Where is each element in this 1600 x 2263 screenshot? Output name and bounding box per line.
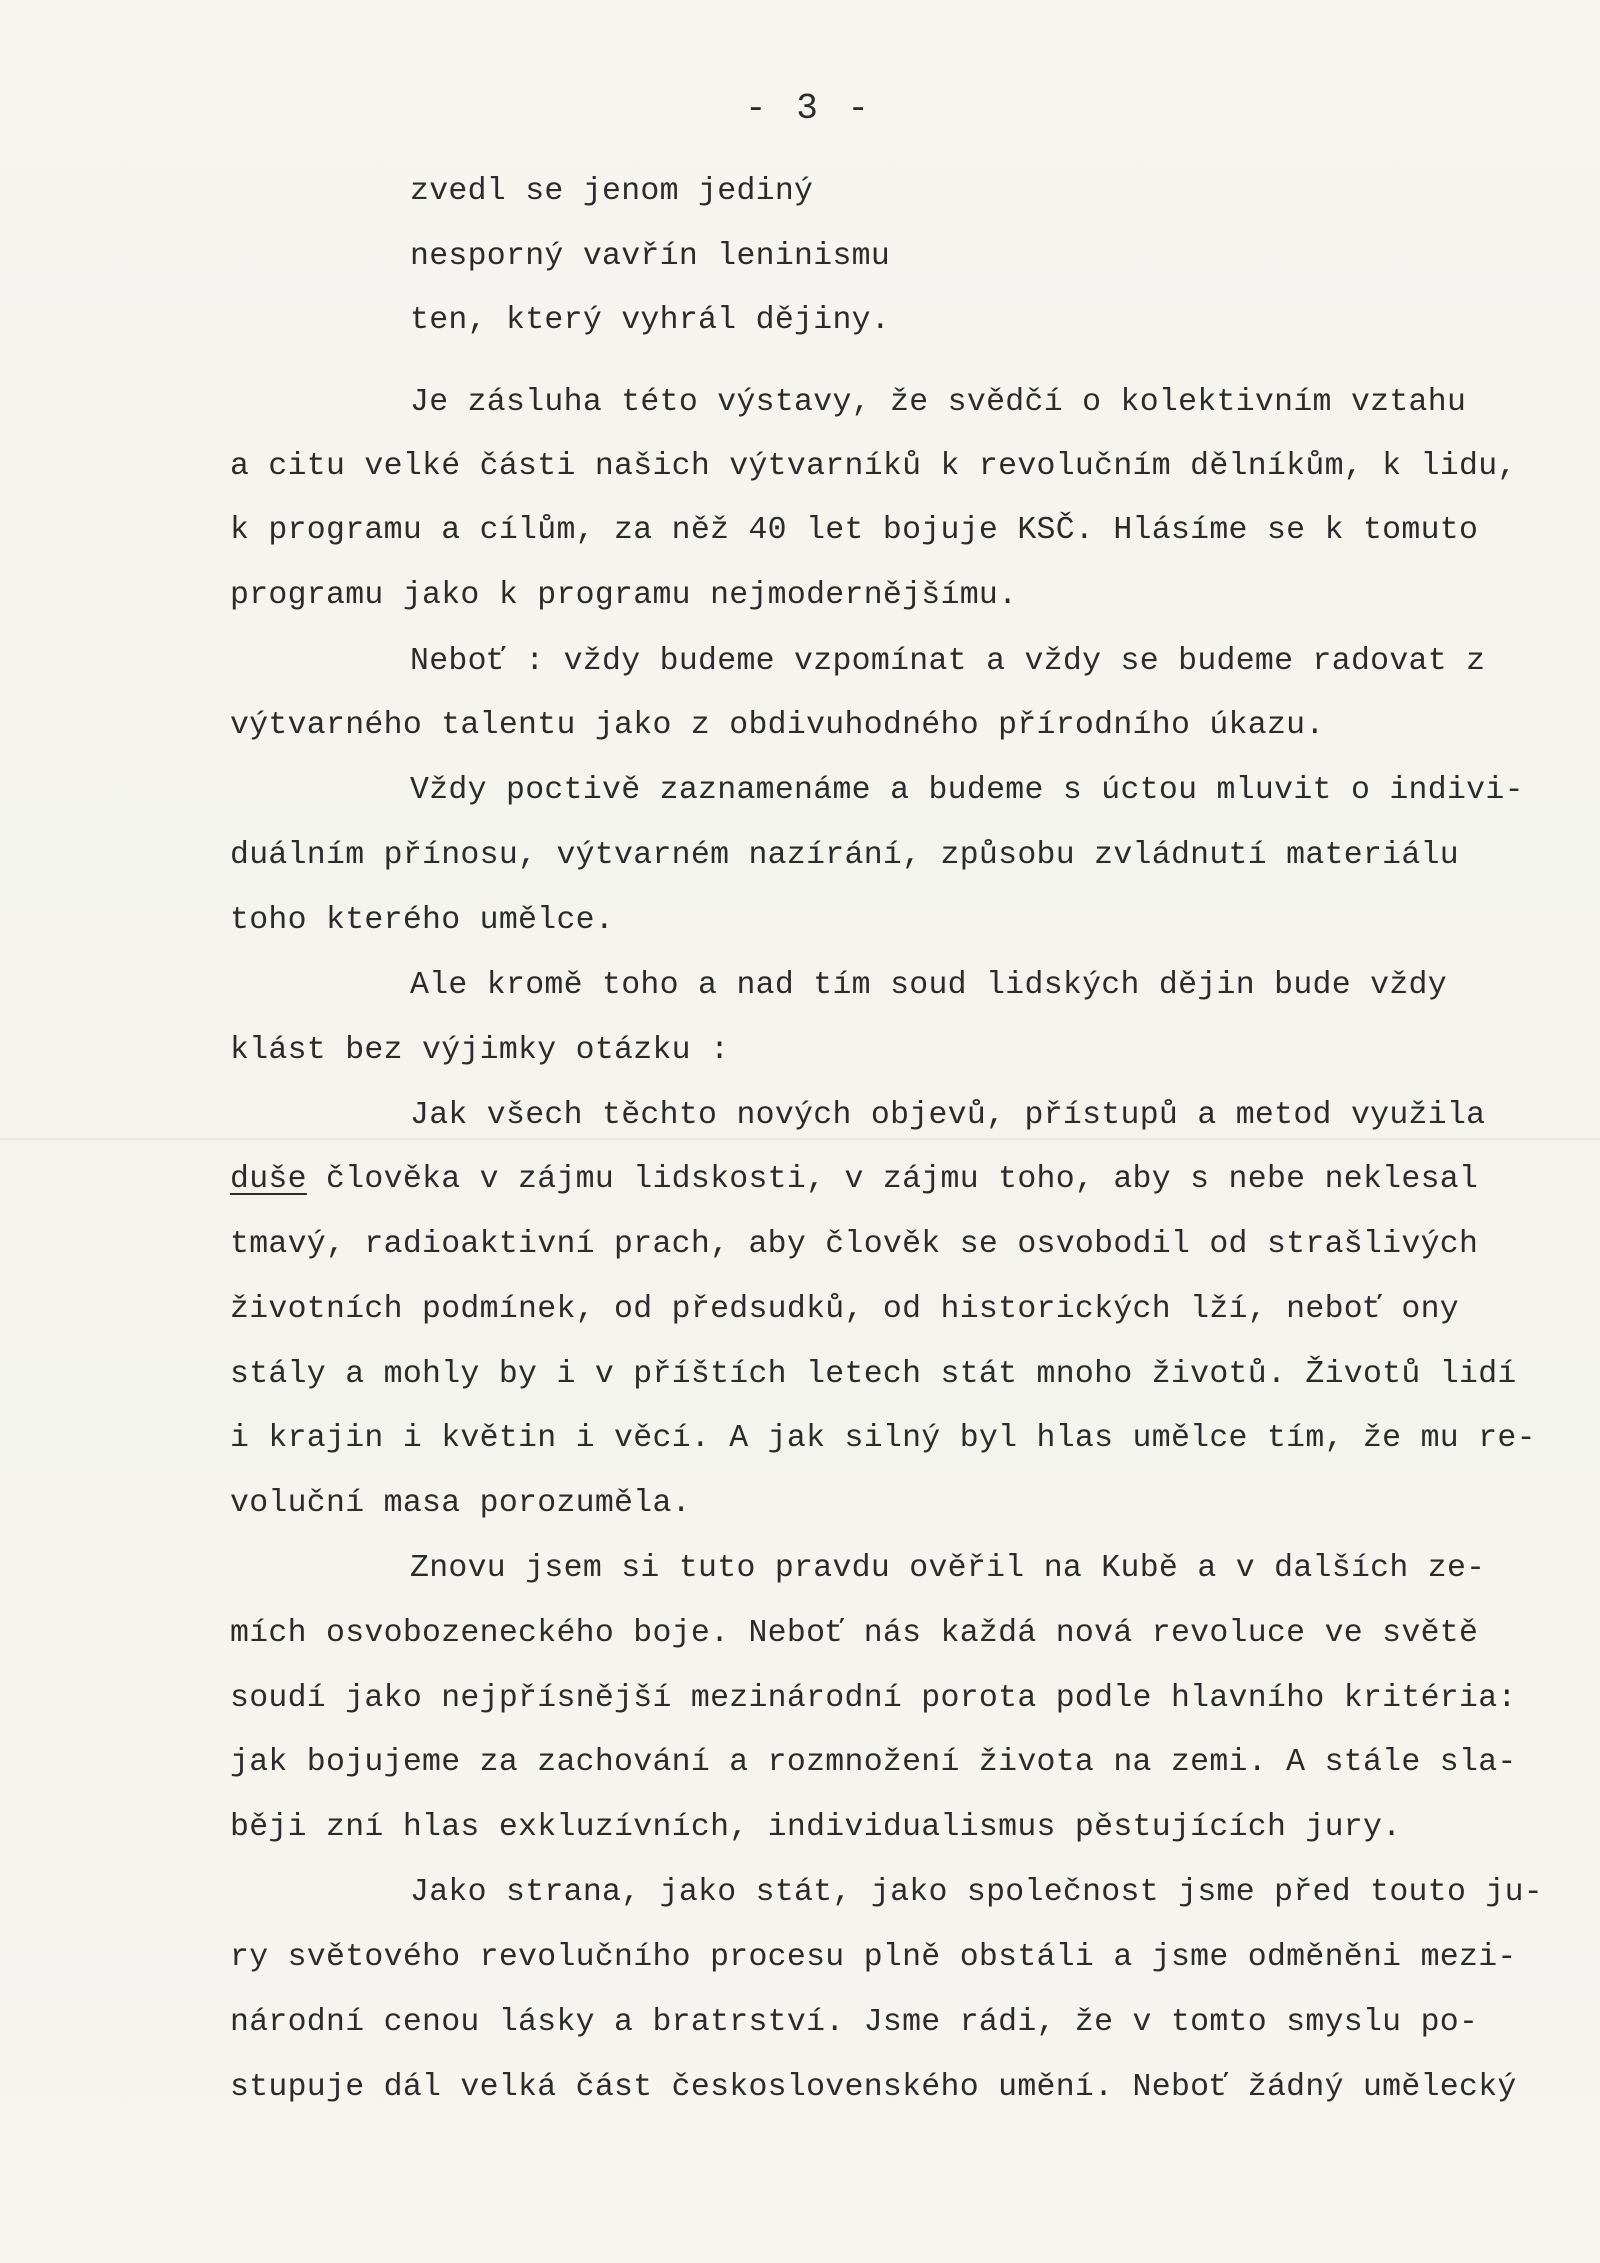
page-number: - 3 -: [745, 88, 874, 129]
text-line: Ale kromě toho a nad tím soud lidských dějin bude vždy: [410, 968, 1447, 1003]
text-line: ry světového revolučního procesu plně obstáli a jsme odměněni mezi-: [230, 1940, 1517, 1975]
text-line: zvedl se jenom jediný: [410, 174, 814, 209]
text-line: stupuje dál velká část československého umění. Neboť žádný umělecký: [230, 2070, 1517, 2105]
text-line: programu jako k programu nejmodernějšímu.: [230, 578, 1018, 613]
text-line: toho kterého umělce.: [230, 903, 615, 938]
text-line: běji zní hlas exkluzívních, individualismus pěstujících jury.: [230, 1810, 1402, 1845]
text-line: tmavý, radioaktivní prach, aby člověk se osvobodil od strašlivých: [230, 1227, 1479, 1262]
text-line: nesporný vavřín leninismu: [410, 239, 891, 274]
text-line: soudí jako nejpřísnější mezinárodní porota podle hlavního kritéria:: [230, 1681, 1517, 1716]
text-line: životních podmínek, od předsudků, od historických lží, neboť ony: [230, 1292, 1459, 1327]
text-line: duálním přínosu, výtvarném nazírání, způsobu zvládnutí materiálu: [230, 838, 1459, 873]
text-line: i krajin i květin i věcí. A jak silný byl hlas umělce tím, že mu re-: [230, 1421, 1536, 1456]
text-line: jak bojujeme za zachování a rozmnožení života na zemi. A stále sla-: [230, 1745, 1517, 1780]
text-line: Vždy poctivě zaznamenáme a budeme s úctou mluvit o indivi-: [410, 773, 1524, 808]
text-line-rest: člověka v zájmu lidskosti, v zájmu toho, aby s nebe neklesal: [306, 1162, 1479, 1197]
text-line: národní cenou lásky a bratrství. Jsme rádi, že v tomto smyslu po-: [230, 2005, 1479, 2040]
text-line: Jak všech těchto nových objevů, přístupů a metod využila: [410, 1098, 1486, 1133]
text-line: ten, který vyhrál dějiny.: [410, 303, 891, 338]
text-line: [230, 1160, 1478, 1200]
text-line: k programu a cílům, za něž 40 let bojuje KSČ. Hlásíme se k tomuto: [230, 513, 1479, 548]
text-line: a citu velké části našich výtvarníků k revolučním dělníkům, k lidu,: [230, 449, 1517, 484]
text-line: Neboť : vždy budeme vzpomínat a vždy se budeme radovat z: [410, 644, 1486, 679]
text-line: Znovu jsem si tuto pravdu ověřil na Kubě a v dalších ze-: [410, 1551, 1486, 1586]
text-line: mích osvobozeneckého boje. Neboť nás každá nová revoluce ve světě: [230, 1616, 1479, 1651]
text-line: Je zásluha této výstavy, že svědčí o kolektivním vztahu: [410, 385, 1467, 420]
text-line: klást bez výjimky otázku :: [230, 1033, 730, 1068]
text-line: výtvarného talentu jako z obdivuhodného přírodního úkazu.: [230, 708, 1325, 743]
text-line: Jako strana, jako stát, jako společnost jsme před touto ju-: [410, 1875, 1543, 1910]
text-line: stály a mohly by i v příštích letech stát mnoho životů. Životů lidí: [230, 1357, 1517, 1392]
text-line: voluční masa porozuměla.: [230, 1486, 691, 1521]
paper-fold: [0, 1138, 1600, 1140]
underlined-word: duše: [230, 1162, 307, 1197]
